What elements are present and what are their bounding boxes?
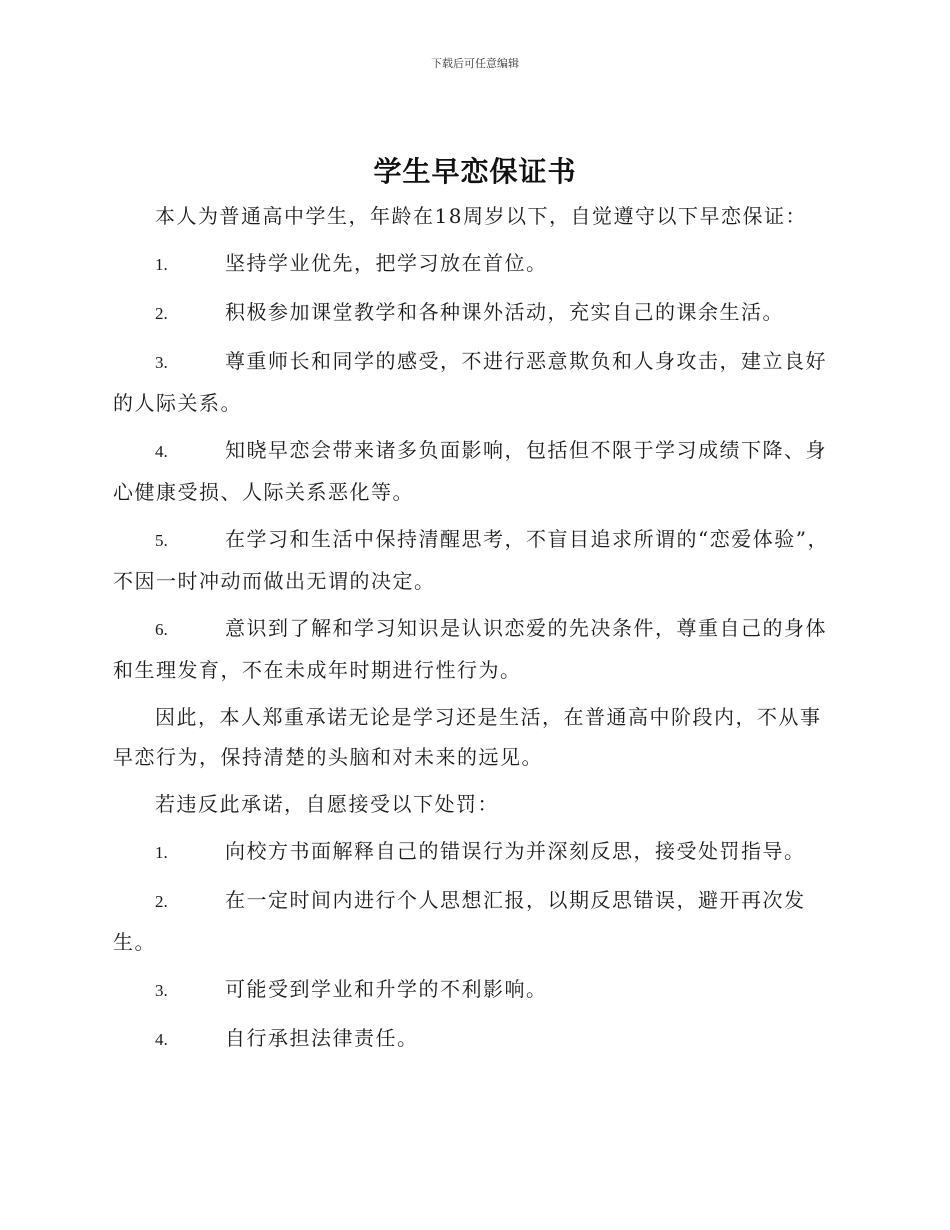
- penalty-text: 可能受到学业和升学的不利影响。: [225, 977, 548, 1001]
- penalty-number: 3.: [155, 981, 168, 1000]
- penalty-text: 自行承担法律责任。: [225, 1026, 419, 1050]
- penalty-number: 4.: [155, 1030, 168, 1049]
- pledge-text: 意识到了解和学习知识是认识恋爱的先决条件，尊重自己的身体和生理发育，不在未成年时期进行性行为。: [113, 616, 827, 682]
- pledge-text: 积极参加课堂教学和各种课外活动，充实自己的课余生活。: [225, 300, 784, 324]
- pledge-item: [113, 341, 835, 423]
- penalty-text: 向校方书面解释自己的错误行为并深刻反思，接受处罚指导。: [225, 839, 806, 863]
- document-title: 学生早恋保证书: [373, 155, 577, 188]
- pledge-item: [113, 608, 835, 690]
- pledge-text: 在学习和生活中保持清醒思考，不盲目追求所谓的“恋爱体验”，不因一时冲动而做出无谓的决定。: [113, 527, 829, 593]
- penalty-item: [113, 1018, 835, 1060]
- pledge-text: 坚持学业优先，把学习放在首位。: [225, 251, 548, 275]
- pledge-number: 6.: [155, 620, 168, 639]
- pledge-number: 1.: [155, 255, 168, 274]
- penalty-item: [113, 831, 835, 873]
- pledge-item: [113, 430, 835, 512]
- pledge-text: 知晓早恋会带来诸多负面影响，包括但不限于学习成绩下降、身心健康受损、人际关系恶化等。: [113, 438, 827, 504]
- pledge-number: 5.: [155, 531, 168, 550]
- document-body: [113, 196, 835, 1067]
- pledge-item: [113, 292, 835, 334]
- penalty-intro-paragraph: 若违反此承诺，自愿接受以下处罚：: [155, 792, 499, 816]
- penalty-number: 2.: [155, 892, 168, 911]
- penalty-item: [113, 969, 835, 1011]
- pledge-number: 2.: [155, 304, 168, 323]
- pledge-item: [113, 243, 835, 285]
- pledge-number: 4.: [155, 442, 168, 461]
- penalty-number: 1.: [155, 843, 168, 862]
- intro-paragraph: 本人为普通高中学生，年龄在18周岁以下，自觉遵守以下早恋保证：: [155, 204, 807, 228]
- penalty-text: 在一定时间内进行个人思想汇报，以期反思错误，避开再次发生。: [113, 888, 806, 954]
- penalty-item: [113, 880, 835, 962]
- commitment-paragraph: 因此，本人郑重承诺无论是学习还是生活，在普通高中阶段内，不从事早恋行为，保持清楚的头脑和对未来的远见。: [113, 705, 822, 769]
- pledge-number: 3.: [155, 353, 168, 372]
- pledge-text: 尊重师长和同学的感受，不进行恶意欺负和人身攻击，建立良好的人际关系。: [113, 349, 827, 415]
- pledge-item: [113, 519, 835, 601]
- header-note: 下载后可任意编辑: [431, 57, 519, 70]
